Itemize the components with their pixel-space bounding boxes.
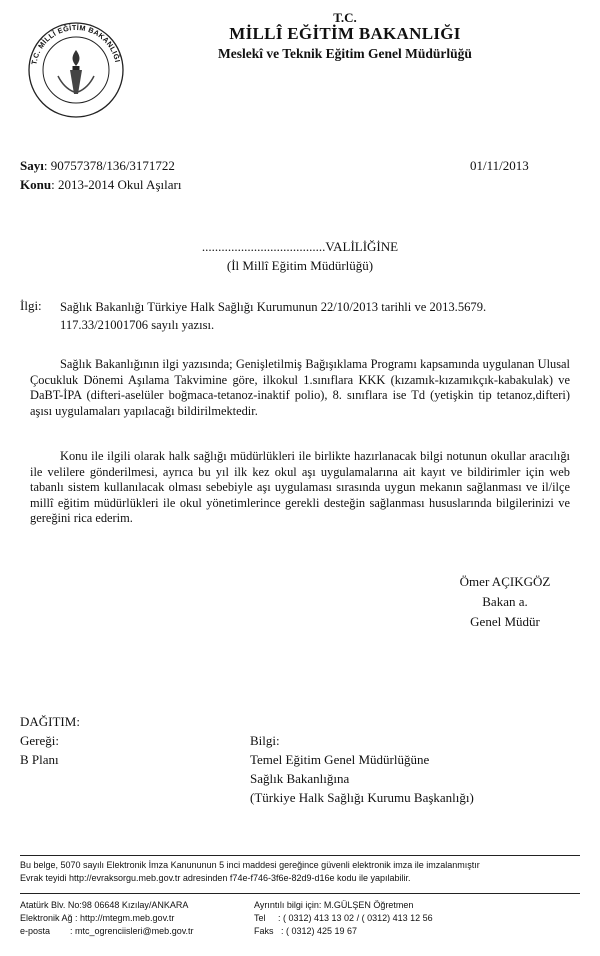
ilgi-line-2: 117.33/21001706 sayılı yazısı. <box>60 318 215 332</box>
ilgi-line-1: Sağlık Bakanlığı Türkiye Halk Sağlığı Kurumunun 22/10/2013 tarihli ve 2013.5679. <box>60 300 487 314</box>
paragraph-2-text: Konu ile ilgili olarak halk sağlığı müdürlükleri ile birlikte hazırlanacak bilgi notunun okullar aracılığı ile velilere gönderilmesi, ayrıca bu yıl ilk kez okul aşı uygulamalarına ait kayıt ve bildirimler için web tabanlı sistem kullanılacak olması sebebiyle aşı uygulaması sırasında uygun mekanın sağlanması ve il/ilçe millî eğitim müdürlükleri ile okul yönetimlerince gerekli desteğin sağlanması hususlarında bilgilerinizi ve gereğini rica ederim. <box>30 449 570 526</box>
sayi-label: Sayı <box>20 158 44 173</box>
konu-row <box>20 177 181 193</box>
svg-text:T.C. MİLLÎ EĞİTİM BAKANLIĞI: T.C. MİLLÎ EĞİTİM BAKANLIĞI <box>29 22 123 66</box>
footer-tel: Tel : ( 0312) 413 13 02 / ( 0312) 413 12 56 <box>254 913 433 923</box>
bilgi-item-2: Sağlık Bakanlığına <box>250 771 350 786</box>
footer-fax: Faks : ( 0312) 425 19 67 <box>254 926 358 936</box>
paragraph-1-text: Sağlık Bakanlığının ilgi yazısında; Genişletilmiş Bağışıklama Programı kapsamında uygulanan Ulusal Çocukluk Dönemi Aşılama Takvimine göre, ilkokul 1.sınıflara KKK (kızamık-kızamıkçık-kabakulak) ve DaBT-İPA (difteri-aselüler boğmaca-tetanoz-inaktif polio), 8. sınıflara ise Td (yetişkin tip tetanoz,difteri) aşısı uygulamaları yapılacağı bildirilmektedir. <box>30 357 570 418</box>
footer-address: Atatürk Blv. No:98 06648 Kızılay/ANKARA <box>20 900 189 910</box>
addressee-line: ......................................VALİLİĞİNE <box>201 239 399 254</box>
sayi-row <box>20 158 175 174</box>
konu-label: Konu <box>20 177 52 192</box>
ilgi-label: İlgi: <box>20 298 42 313</box>
header-ministry: MİLLÎ EĞİTİM BAKANLIĞI <box>229 24 461 43</box>
sayi-value: : 90757378/136/3171722 <box>43 158 175 173</box>
signer-name: Ömer AÇIKGÖZ <box>459 574 551 589</box>
signer-title-2: Genel Müdür <box>470 614 540 629</box>
footer-divider-bottom <box>20 893 580 894</box>
addressee-subline: (İl Millî Eğitim Müdürlüğü) <box>226 258 374 273</box>
footer-contact: Ayrıntılı bilgi için: M.GÜLŞEN Öğretmen <box>254 900 414 910</box>
ministry-seal-icon <box>20 10 132 122</box>
footer-email[interactable]: e-posta : mtc_ogrenciisleri@meb.gov.tr <box>20 926 194 936</box>
header-tc: T.C. <box>333 10 357 25</box>
body-paragraph-1 <box>30 357 570 419</box>
geregi-value: B Planı <box>20 752 59 767</box>
signature-block <box>430 572 580 632</box>
konu-value: : 2013-2014 Okul Aşıları <box>51 177 182 192</box>
document-date: 01/11/2013 <box>470 158 529 173</box>
bilgi-label: Bilgi: <box>250 733 280 748</box>
esign-line-2[interactable]: Evrak teyidi http://evraksorgu.meb.gov.tr adresinden f74e-f746-3f6e-82d9-d16e kodu ile yapılabilir. <box>20 873 411 883</box>
bilgi-item-3: (Türkiye Halk Sağlığı Kurumu Başkanlığı) <box>250 790 474 805</box>
body-paragraph-2 <box>30 449 570 527</box>
bilgi-item-1: Temel Eğitim Genel Müdürlüğüne <box>250 752 430 767</box>
footer-divider-top <box>20 855 580 856</box>
distribution-heading: DAĞITIM: <box>20 714 80 729</box>
ministry-logo <box>20 10 132 122</box>
header-directorate: Meslekî ve Teknik Eğitim Genel Müdürlüğü <box>218 46 472 61</box>
esign-line-1: Bu belge, 5070 sayılı Elektronik İmza Kanununun 5 inci maddesi gereğince güvenli elektronik imza ile imzalanmıştır <box>20 860 480 870</box>
ilgi-text <box>60 298 560 334</box>
geregi-label: Gereği: <box>20 733 59 748</box>
footer-website[interactable]: Elektronik Ağ : http://mtegm.meb.gov.tr <box>20 913 175 923</box>
signer-title-1: Bakan a. <box>482 594 528 609</box>
